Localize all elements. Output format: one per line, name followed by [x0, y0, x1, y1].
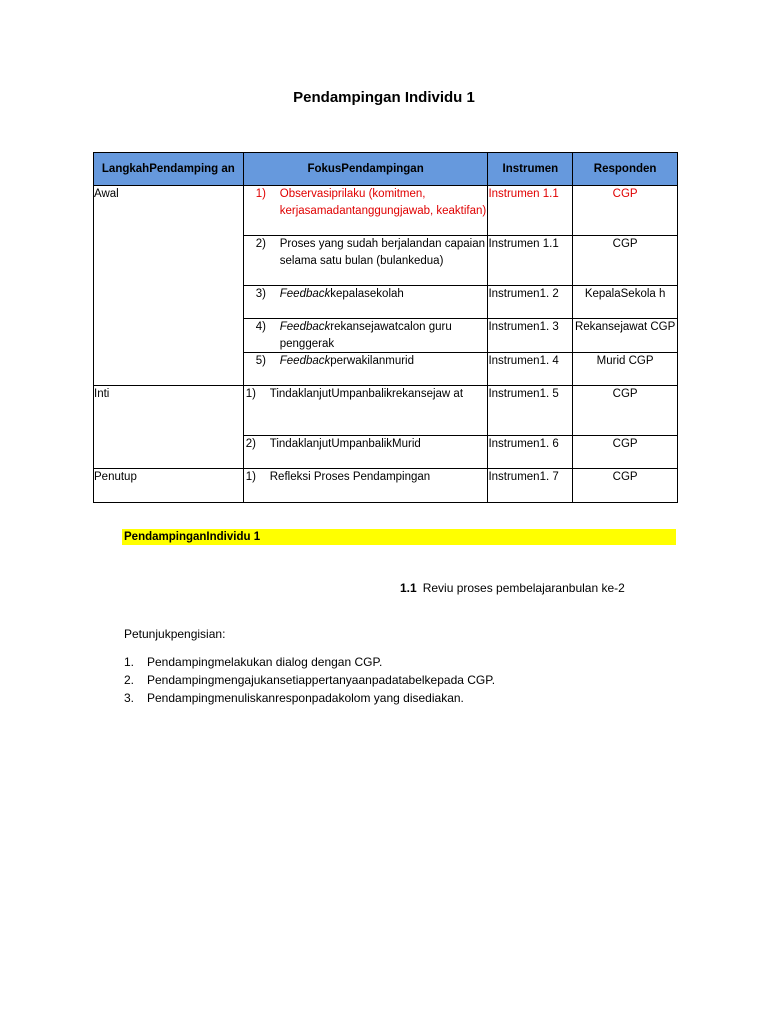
instrument-cell: Instrumen1. 3	[488, 319, 573, 353]
focus-text: rekansejawatcalon guru penggerak	[279, 321, 452, 350]
list-item	[124, 653, 495, 671]
focus-cell	[243, 469, 488, 503]
table-header-row	[94, 153, 678, 186]
instrument-cell: Instrumen1. 2	[488, 286, 573, 319]
respondent-cell: Rekansejawat CGP	[573, 319, 678, 353]
focus-emphasis: Feedback	[279, 288, 331, 300]
item-number: 5)	[255, 355, 266, 367]
respondent-cell: CGP	[573, 236, 678, 286]
instrument-cell: Instrumen1. 7	[488, 469, 573, 503]
item-number: 1)	[245, 471, 256, 483]
list-number: 1.	[124, 655, 135, 669]
subsection-title: Reviu proses pembelajaranbulan ke-2	[422, 581, 625, 595]
instrument-cell: Instrumen1. 4	[488, 353, 573, 386]
instrument-cell: Instrumen 1.1	[488, 236, 573, 286]
focus-text: TindaklanjutUmpanbalikMurid	[269, 438, 421, 450]
respondent-cell: CGP	[573, 386, 678, 436]
table-row	[94, 386, 678, 436]
item-number: 4)	[255, 321, 266, 333]
focus-cell	[243, 286, 488, 319]
list-item	[124, 689, 495, 707]
focus-text: Refleksi Proses Pendampingan	[269, 471, 431, 483]
list-number: 3.	[124, 691, 135, 705]
page-title: Pendampingan Individu 1	[293, 89, 475, 106]
focus-text: Observasiprilaku (komitmen, kerjasamadantanggungjawab, keaktifan)	[279, 188, 487, 217]
instructions-label: Petunjukpengisian:	[124, 627, 226, 641]
header-step: LangkahPendamping an	[94, 153, 244, 186]
list-text: Pendampingmengajukansetiappertanyaanpadatabelkepada CGP.	[147, 673, 496, 687]
focus-text: Proses yang sudah berjalandan capaian selama satu bulan (bulankedua)	[279, 238, 485, 267]
subsection-number: 1.1	[400, 581, 417, 595]
focus-text: kepalasekolah	[330, 288, 404, 300]
focus-cell	[243, 386, 488, 436]
list-item	[124, 671, 495, 689]
item-number: 1)	[255, 188, 266, 200]
header-focus: FokusPendampingan	[243, 153, 488, 186]
instrument-cell: Instrumen1. 5	[488, 386, 573, 436]
item-number: 3)	[255, 288, 266, 300]
respondent-cell: CGP	[573, 469, 678, 503]
mentoring-table	[93, 152, 678, 503]
focus-text: TindaklanjutUmpanbalikrekansejaw at	[269, 388, 464, 400]
subsection-heading	[400, 581, 625, 595]
step-awal: Awal	[94, 186, 244, 386]
highlighted-section-heading: PendampinganIndividu 1	[122, 529, 676, 545]
focus-emphasis: Feedback	[279, 321, 331, 333]
step-inti: Inti	[94, 386, 244, 469]
list-number: 2.	[124, 673, 135, 687]
table-row	[94, 469, 678, 503]
focus-cell	[243, 353, 488, 386]
list-text: Pendampingmelakukan dialog dengan CGP.	[147, 655, 383, 669]
instrument-cell: Instrumen1. 6	[488, 436, 573, 469]
focus-cell	[243, 236, 488, 286]
respondent-cell: KepalaSekola h	[573, 286, 678, 319]
focus-cell	[243, 319, 488, 353]
item-number: 2)	[245, 438, 256, 450]
focus-cell	[243, 186, 488, 236]
item-number: 1)	[245, 388, 256, 400]
respondent-cell: CGP	[573, 186, 678, 236]
focus-text: perwakilanmurid	[330, 355, 414, 367]
focus-emphasis: Feedback	[279, 355, 331, 367]
step-penutup: Penutup	[94, 469, 244, 503]
item-number: 2)	[255, 238, 266, 250]
instrument-cell: Instrumen 1.1	[488, 186, 573, 236]
focus-cell	[243, 436, 488, 469]
respondent-cell: CGP	[573, 436, 678, 469]
respondent-cell: Murid CGP	[573, 353, 678, 386]
list-text: Pendampingmenuliskanresponpadakolom yang disediakan.	[147, 691, 464, 705]
header-respondent: Responden	[573, 153, 678, 186]
instructions-list	[124, 653, 495, 707]
header-instrument: Instrumen	[488, 153, 573, 186]
table-row	[94, 186, 678, 236]
